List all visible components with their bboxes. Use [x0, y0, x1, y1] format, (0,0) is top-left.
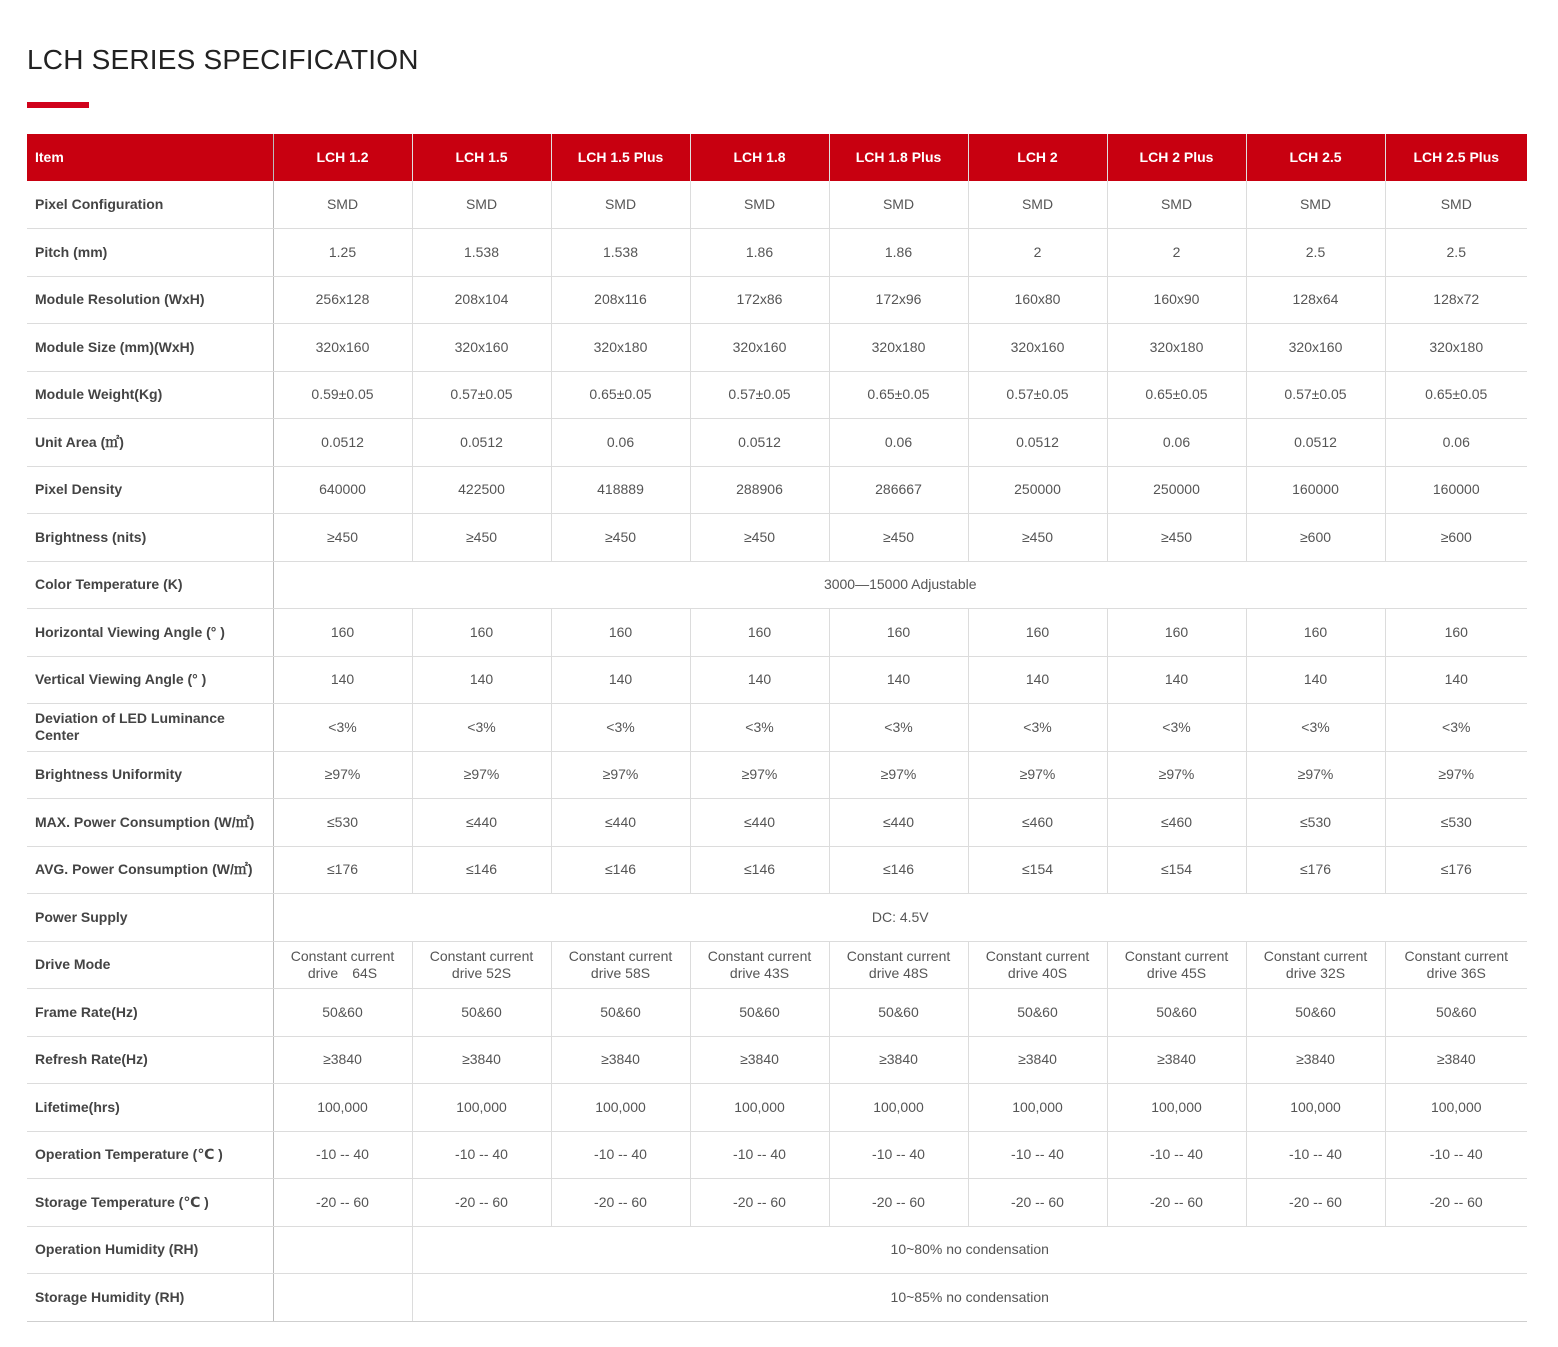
table-cell: 320x180 [1385, 324, 1527, 372]
table-row [27, 181, 1527, 229]
row-label: Pixel Configuration [27, 181, 273, 229]
table-cell: ≤460 [1107, 799, 1246, 847]
table-cell: -20 -- 60 [829, 1179, 968, 1227]
table-cell: Constant current drive 40S [968, 941, 1107, 989]
table-row [27, 561, 1527, 609]
table-cell: ≥97% [1246, 751, 1385, 799]
table-cell: -10 -- 40 [273, 1131, 412, 1179]
table-cell: 320x160 [690, 324, 829, 372]
row-label: Pixel Density [27, 466, 273, 514]
table-cell: ≤146 [829, 846, 968, 894]
header-model: LCH 2 Plus [1107, 134, 1246, 181]
table-cell: ≤176 [1246, 846, 1385, 894]
row-label: Module Resolution (WxH) [27, 276, 273, 324]
table-cell: ≤146 [690, 846, 829, 894]
table-cell: 140 [273, 656, 412, 704]
table-cell: 0.57±0.05 [412, 371, 551, 419]
table-cell: ≥97% [829, 751, 968, 799]
row-label: Lifetime(hrs) [27, 1084, 273, 1132]
table-cell: 100,000 [1246, 1084, 1385, 1132]
table-cell: SMD [551, 181, 690, 229]
row-label: Operation Temperature (℃ ) [27, 1131, 273, 1179]
table-cell: Constant current drive 32S [1246, 941, 1385, 989]
table-cell: ≥3840 [551, 1036, 690, 1084]
table-cell: ≥3840 [273, 1036, 412, 1084]
table-cell: -10 -- 40 [1246, 1131, 1385, 1179]
table-cell: -10 -- 40 [551, 1131, 690, 1179]
table-cell: ≥3840 [1246, 1036, 1385, 1084]
table-cell: 160 [551, 609, 690, 657]
row-label: Power Supply [27, 894, 273, 942]
table-cell: 0.65±0.05 [551, 371, 690, 419]
table-cell-merged: 3000—15000 Adjustable [273, 561, 1527, 609]
header-item: Item [27, 134, 273, 181]
header-model: LCH 1.8 Plus [829, 134, 968, 181]
table-cell: 0.0512 [690, 419, 829, 467]
table-cell: 208x116 [551, 276, 690, 324]
row-label: Brightness (nits) [27, 514, 273, 562]
table-cell: 1.538 [551, 229, 690, 277]
table-row [27, 466, 1527, 514]
table-cell: SMD [829, 181, 968, 229]
table-cell: ≥3840 [1107, 1036, 1246, 1084]
table-cell: 100,000 [690, 1084, 829, 1132]
table-cell: 140 [1107, 656, 1246, 704]
table-cell: 0.57±0.05 [1246, 371, 1385, 419]
table-cell: <3% [829, 704, 968, 752]
table-cell: 140 [690, 656, 829, 704]
table-cell: ≥97% [412, 751, 551, 799]
table-cell-merged: DC: 4.5V [273, 894, 1527, 942]
table-row [27, 324, 1527, 372]
table-cell: -10 -- 40 [968, 1131, 1107, 1179]
table-cell: SMD [1246, 181, 1385, 229]
table-cell: 160 [829, 609, 968, 657]
header-model: LCH 2.5 Plus [1385, 134, 1527, 181]
row-label: Module Size (mm)(WxH) [27, 324, 273, 372]
table-cell: SMD [690, 181, 829, 229]
table-cell-empty [273, 1226, 412, 1274]
table-cell: 0.65±0.05 [1385, 371, 1527, 419]
spec-table [27, 134, 1527, 1322]
table-cell: 160x80 [968, 276, 1107, 324]
table-cell: 0.0512 [412, 419, 551, 467]
table-cell: 160000 [1385, 466, 1527, 514]
table-cell: 0.0512 [968, 419, 1107, 467]
row-label: Module Weight(Kg) [27, 371, 273, 419]
table-cell: ≥3840 [968, 1036, 1107, 1084]
row-label: Storage Humidity (RH) [27, 1274, 273, 1322]
table-cell: SMD [412, 181, 551, 229]
table-cell: 50&60 [273, 989, 412, 1037]
table-cell: 422500 [412, 466, 551, 514]
table-cell: ≤154 [1107, 846, 1246, 894]
table-cell: ≤146 [551, 846, 690, 894]
table-cell: ≤460 [968, 799, 1107, 847]
header-model: LCH 1.8 [690, 134, 829, 181]
table-cell: 288906 [690, 466, 829, 514]
table-cell: -20 -- 60 [273, 1179, 412, 1227]
table-cell: 320x180 [551, 324, 690, 372]
table-cell: 0.0512 [273, 419, 412, 467]
table-cell: ≤530 [1246, 799, 1385, 847]
table-cell: 0.06 [829, 419, 968, 467]
table-cell: ≥450 [412, 514, 551, 562]
table-cell: <3% [1385, 704, 1527, 752]
table-cell: 1.86 [690, 229, 829, 277]
table-cell-merged: 10~80% no condensation [412, 1226, 1527, 1274]
table-cell: 208x104 [412, 276, 551, 324]
table-cell: 160 [1385, 609, 1527, 657]
table-cell: ≥97% [273, 751, 412, 799]
table-cell: ≥450 [829, 514, 968, 562]
table-row [27, 989, 1527, 1037]
table-cell: 250000 [968, 466, 1107, 514]
table-cell: 0.57±0.05 [968, 371, 1107, 419]
table-cell: 0.59±0.05 [273, 371, 412, 419]
table-cell: <3% [273, 704, 412, 752]
table-cell: 0.65±0.05 [1107, 371, 1246, 419]
table-cell: 1.86 [829, 229, 968, 277]
table-row [27, 704, 1527, 752]
table-row [27, 1274, 1527, 1322]
table-cell: 50&60 [412, 989, 551, 1037]
table-cell: ≥97% [551, 751, 690, 799]
table-cell: <3% [551, 704, 690, 752]
row-label: Color Temperature (K) [27, 561, 273, 609]
table-cell: 1.538 [412, 229, 551, 277]
row-label: Pitch (mm) [27, 229, 273, 277]
table-cell: 160 [968, 609, 1107, 657]
table-cell: 0.65±0.05 [829, 371, 968, 419]
row-label: MAX. Power Consumption (W/㎡) [27, 799, 273, 847]
row-label: Vertical Viewing Angle (° ) [27, 656, 273, 704]
table-cell: ≤176 [1385, 846, 1527, 894]
table-cell: -10 -- 40 [1385, 1131, 1527, 1179]
table-cell: 0.57±0.05 [690, 371, 829, 419]
table-cell: -20 -- 60 [690, 1179, 829, 1227]
table-cell: 286667 [829, 466, 968, 514]
row-label: AVG. Power Consumption (W/㎡) [27, 846, 273, 894]
table-cell: ≥450 [690, 514, 829, 562]
table-cell: ≤154 [968, 846, 1107, 894]
table-cell: 160 [690, 609, 829, 657]
table-cell: 160000 [1246, 466, 1385, 514]
table-row [27, 371, 1527, 419]
table-cell: 160 [1107, 609, 1246, 657]
table-cell: ≥97% [1107, 751, 1246, 799]
table-row [27, 1084, 1527, 1132]
table-cell: 160 [412, 609, 551, 657]
table-cell: 250000 [1107, 466, 1246, 514]
table-cell: ≥450 [1107, 514, 1246, 562]
table-cell: 2 [1107, 229, 1246, 277]
table-cell: ≥450 [968, 514, 1107, 562]
table-cell: 0.06 [1107, 419, 1246, 467]
table-cell: <3% [1107, 704, 1246, 752]
table-cell: 50&60 [690, 989, 829, 1037]
table-cell: ≤440 [829, 799, 968, 847]
table-cell: 0.06 [1385, 419, 1527, 467]
table-cell: SMD [968, 181, 1107, 229]
table-cell: Constant current drive 52S [412, 941, 551, 989]
title-accent-bar [27, 102, 89, 108]
table-row [27, 894, 1527, 942]
header-model: LCH 1.5 Plus [551, 134, 690, 181]
page-title: LCH SERIES SPECIFICATION [27, 44, 419, 75]
row-label: Refresh Rate(Hz) [27, 1036, 273, 1084]
row-label: Brightness Uniformity [27, 751, 273, 799]
table-cell: ≤440 [690, 799, 829, 847]
table-cell: -10 -- 40 [829, 1131, 968, 1179]
table-cell-merged: 10~85% no condensation [412, 1274, 1527, 1322]
table-cell: 320x180 [1107, 324, 1246, 372]
table-cell: 2 [968, 229, 1107, 277]
table-cell: 50&60 [968, 989, 1107, 1037]
table-cell: -20 -- 60 [412, 1179, 551, 1227]
table-cell: ≥97% [1385, 751, 1527, 799]
table-cell: Constant current drive 48S [829, 941, 968, 989]
table-cell: -20 -- 60 [1107, 1179, 1246, 1227]
table-cell-empty [273, 1274, 412, 1322]
table-cell: ≤176 [273, 846, 412, 894]
table-cell: <3% [412, 704, 551, 752]
table-row [27, 514, 1527, 562]
table-cell: 320x160 [968, 324, 1107, 372]
table-cell: ≥97% [968, 751, 1107, 799]
table-cell: 140 [551, 656, 690, 704]
table-row [27, 1179, 1527, 1227]
row-label: Frame Rate(Hz) [27, 989, 273, 1037]
table-cell: ≤146 [412, 846, 551, 894]
header-model: LCH 1.5 [412, 134, 551, 181]
table-cell: 140 [412, 656, 551, 704]
table-cell: 100,000 [551, 1084, 690, 1132]
table-cell: -20 -- 60 [551, 1179, 690, 1227]
row-label: Horizontal Viewing Angle (° ) [27, 609, 273, 657]
row-label: Unit Area (㎡) [27, 419, 273, 467]
table-cell: <3% [1246, 704, 1385, 752]
table-cell: -20 -- 60 [968, 1179, 1107, 1227]
table-cell: 100,000 [968, 1084, 1107, 1132]
table-cell: -10 -- 40 [1107, 1131, 1246, 1179]
table-cell: ≥3840 [1385, 1036, 1527, 1084]
table-row [27, 846, 1527, 894]
table-cell: ≤440 [551, 799, 690, 847]
header-model: LCH 2.5 [1246, 134, 1385, 181]
header-model: LCH 2 [968, 134, 1107, 181]
table-cell: <3% [690, 704, 829, 752]
table-cell: -20 -- 60 [1246, 1179, 1385, 1227]
table-cell: 100,000 [412, 1084, 551, 1132]
table-cell: Constant current drive 43S [690, 941, 829, 989]
row-label: Operation Humidity (RH) [27, 1226, 273, 1274]
table-row [27, 229, 1527, 277]
table-cell: 2.5 [1385, 229, 1527, 277]
table-cell: SMD [1385, 181, 1527, 229]
table-cell: 2.5 [1246, 229, 1385, 277]
table-cell: 1.25 [273, 229, 412, 277]
table-cell: 140 [968, 656, 1107, 704]
table-cell: ≥3840 [412, 1036, 551, 1084]
table-cell: ≥450 [273, 514, 412, 562]
table-cell: 50&60 [1385, 989, 1527, 1037]
table-cell: -20 -- 60 [1385, 1179, 1527, 1227]
table-cell: ≤530 [1385, 799, 1527, 847]
table-cell: <3% [968, 704, 1107, 752]
table-row [27, 799, 1527, 847]
table-cell: 128x64 [1246, 276, 1385, 324]
table-cell: Constant current drive 36S [1385, 941, 1527, 989]
table-cell: 256x128 [273, 276, 412, 324]
table-cell: -10 -- 40 [690, 1131, 829, 1179]
table-cell: 140 [829, 656, 968, 704]
table-cell: -10 -- 40 [412, 1131, 551, 1179]
table-cell: 100,000 [1107, 1084, 1246, 1132]
table-cell: 50&60 [1246, 989, 1385, 1037]
table-cell: 320x180 [829, 324, 968, 372]
table-cell: 160 [273, 609, 412, 657]
table-cell: 140 [1246, 656, 1385, 704]
table-cell: ≥97% [690, 751, 829, 799]
table-cell: ≤440 [412, 799, 551, 847]
table-cell: 128x72 [1385, 276, 1527, 324]
table-cell: SMD [273, 181, 412, 229]
table-row [27, 941, 1527, 989]
table-cell: ≥600 [1246, 514, 1385, 562]
table-cell: ≥3840 [829, 1036, 968, 1084]
table-cell: 0.06 [551, 419, 690, 467]
row-label: Deviation of LED Luminance Center [27, 704, 273, 752]
table-header-row [27, 134, 1527, 181]
table-cell: 50&60 [1107, 989, 1246, 1037]
table-row [27, 1036, 1527, 1084]
header-model: LCH 1.2 [273, 134, 412, 181]
row-label: Drive Mode [27, 941, 273, 989]
table-cell: 320x160 [273, 324, 412, 372]
table-cell: Constant current drive 58S [551, 941, 690, 989]
table-row [27, 276, 1527, 324]
table-cell: SMD [1107, 181, 1246, 229]
table-cell: 172x96 [829, 276, 968, 324]
table-cell: 100,000 [829, 1084, 968, 1132]
table-row [27, 1226, 1527, 1274]
table-cell: 160 [1246, 609, 1385, 657]
table-row [27, 609, 1527, 657]
table-cell: ≥450 [551, 514, 690, 562]
row-label: Storage Temperature (℃ ) [27, 1179, 273, 1227]
table-cell: 320x160 [412, 324, 551, 372]
table-row [27, 419, 1527, 467]
table-cell: Constant current drive 64S [273, 941, 412, 989]
table-cell: 160x90 [1107, 276, 1246, 324]
table-row [27, 1131, 1527, 1179]
table-cell: 50&60 [829, 989, 968, 1037]
table-cell: 140 [1385, 656, 1527, 704]
table-cell: ≥3840 [690, 1036, 829, 1084]
table-cell: 0.0512 [1246, 419, 1385, 467]
table-cell: ≥600 [1385, 514, 1527, 562]
table-row [27, 751, 1527, 799]
table-cell: 100,000 [1385, 1084, 1527, 1132]
table-cell: 320x160 [1246, 324, 1385, 372]
table-cell: ≤530 [273, 799, 412, 847]
table-cell: 100,000 [273, 1084, 412, 1132]
table-cell: 640000 [273, 466, 412, 514]
table-cell: 418889 [551, 466, 690, 514]
table-cell: Constant current drive 45S [1107, 941, 1246, 989]
table-cell: 172x86 [690, 276, 829, 324]
table-row [27, 656, 1527, 704]
table-cell: 50&60 [551, 989, 690, 1037]
